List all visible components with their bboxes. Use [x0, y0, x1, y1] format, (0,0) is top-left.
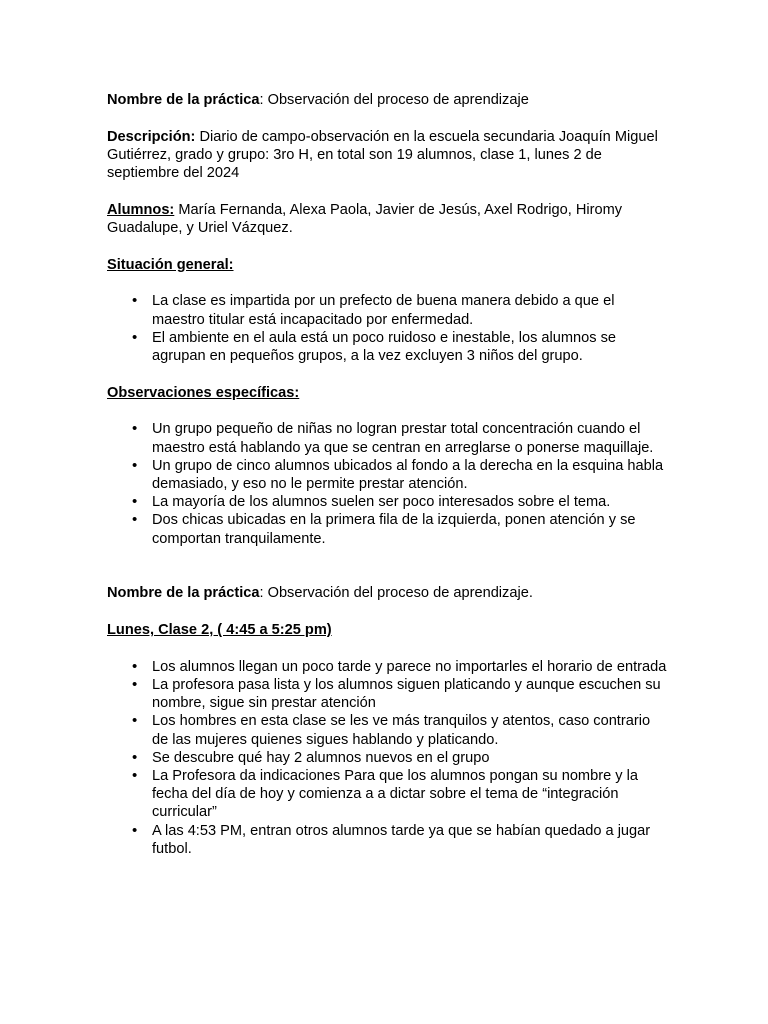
list-item: • La Profesora da indicaciones Para que los alumnos pongan su nombre y la fecha del día de hoy y comienza a a dictar sobre el tema de “integración curricular” [152, 767, 668, 822]
list-item: • La clase es impartida por un prefecto de buena manera debido a que el maestro titular está incapacitado por enfermedad. [152, 292, 668, 328]
description-paragraph [107, 128, 668, 183]
students-label: Alumnos: [107, 201, 175, 218]
list-item: • La mayoría de los alumnos suelen ser poco interesados sobre el tema. [152, 493, 668, 511]
description-label: Descripción: [107, 128, 196, 145]
class-2-list [107, 658, 668, 858]
list-item: • La profesora pasa lista y los alumnos siguen platicando y aunque escuchen su nombre, sigue sin prestar atención [152, 676, 668, 712]
students-paragraph [107, 201, 668, 237]
specific-observations-heading: Observaciones específicas: [107, 384, 300, 401]
specific-observations-list [107, 420, 668, 547]
list-item: • Se descubre qué hay 2 alumnos nuevos en el grupo [152, 749, 668, 767]
list-item: • Los hombres en esta clase se les ve más tranquilos y atentos, caso contrario de las mujeres quienes sigues hablando y platicando. [152, 712, 668, 748]
section-spacer [107, 566, 668, 584]
general-situation-heading: Situación general: [107, 256, 234, 273]
practice-name-label: Nombre de la práctica [107, 92, 260, 108]
practice-name-line-2 [107, 584, 668, 602]
general-situation-list [107, 292, 668, 365]
description-value: Diario de campo-observación en la escuela secundaria Joaquín Miguel Gutiérrez, grado y grupo: 3ro H, en total son 19 alumnos, clase 1, lunes 2 de septiembre del 2024 [107, 128, 658, 182]
list-item: • A las 4:53 PM, entran otros alumnos tarde ya que se habían quedado a jugar futbol. [152, 822, 668, 858]
practice-name-label: Nombre de la práctica [107, 585, 260, 602]
practice-name-line [107, 91, 668, 109]
practice-name-value: : Observación del proceso de aprendizaje [259, 92, 529, 108]
list-item: • El ambiente en el aula está un poco ruidoso e inestable, los alumnos se agrupan en pequeños grupos, a la vez excluyen 3 niños del grupo. [152, 329, 668, 365]
list-item: • Dos chicas ubicadas en la primera fila de la izquierda, ponen atención y se comportan tranquilamente. [152, 511, 668, 547]
list-item: • Un grupo pequeño de niñas no logran prestar total concentración cuando el maestro está hablando ya que se centran en arreglarse o ponerse maquillaje. [152, 420, 668, 456]
practice-name-value: : Observación del proceso de aprendizaje. [259, 585, 533, 602]
list-item: • Un grupo de cinco alumnos ubicados al fondo a la derecha en la esquina habla demasiado, y eso no le permite prestar atención. [152, 457, 668, 493]
class-2-heading: Lunes, Clase 2, ( 4:45 a 5:25 pm) [107, 622, 332, 639]
students-value: María Fernanda, Alexa Paola, Javier de Jesús, Axel Rodrigo, Hiromy Guadalupe, y Uriel Vázquez. [107, 201, 623, 237]
list-item: • Los alumnos llegan un poco tarde y parece no importarles el horario de entrada [152, 658, 668, 676]
